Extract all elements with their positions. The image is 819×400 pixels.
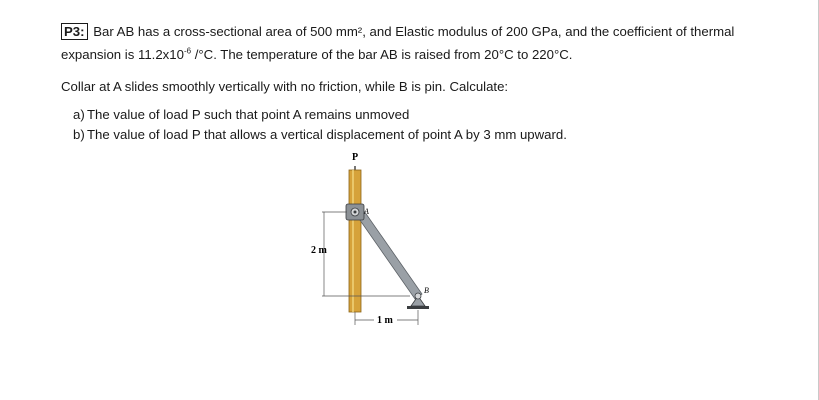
- problem-tag: P3:: [61, 23, 88, 40]
- question-marker: b): [73, 127, 85, 142]
- problem-statement: [61, 20, 801, 145]
- question-item: [61, 125, 801, 145]
- problem-text-2a: expansion is 11.2x10: [61, 47, 184, 62]
- slide-rod: [349, 170, 361, 312]
- bar-ab: [355, 208, 422, 299]
- point-a-label: A: [364, 207, 369, 216]
- pin-support-b: [407, 293, 429, 309]
- question-item: [61, 105, 801, 125]
- question-text: The value of load P such that point A remains unmoved: [87, 107, 410, 122]
- support-condition-text: Collar at A slides smoothly vertically with no friction, while B is pin. Calculate:: [61, 79, 509, 94]
- problem-line-1: [61, 20, 801, 43]
- bar-diagram: [300, 150, 450, 330]
- point-b-label: B: [424, 286, 429, 295]
- question-marker: a): [73, 107, 85, 122]
- problem-line-2: [61, 43, 801, 66]
- problem-text-1: Bar AB has a cross-sectional area of 500 mm², and Elastic modulus of 200 GPa, and the coefficient of thermal: [93, 24, 735, 39]
- question-list: [61, 105, 801, 145]
- load-label: P: [352, 152, 359, 163]
- problem-text-2b: /°C. The temperature of the bar AB is raised from 20°C to 220°C.: [191, 47, 573, 62]
- height-dimension-label: 2 m: [311, 245, 327, 256]
- question-text: The value of load P that allows a vertical displacement of point A by 3 mm upward.: [87, 127, 567, 142]
- exponent: -6: [183, 46, 192, 56]
- width-dimension-label: 1 m: [377, 315, 393, 326]
